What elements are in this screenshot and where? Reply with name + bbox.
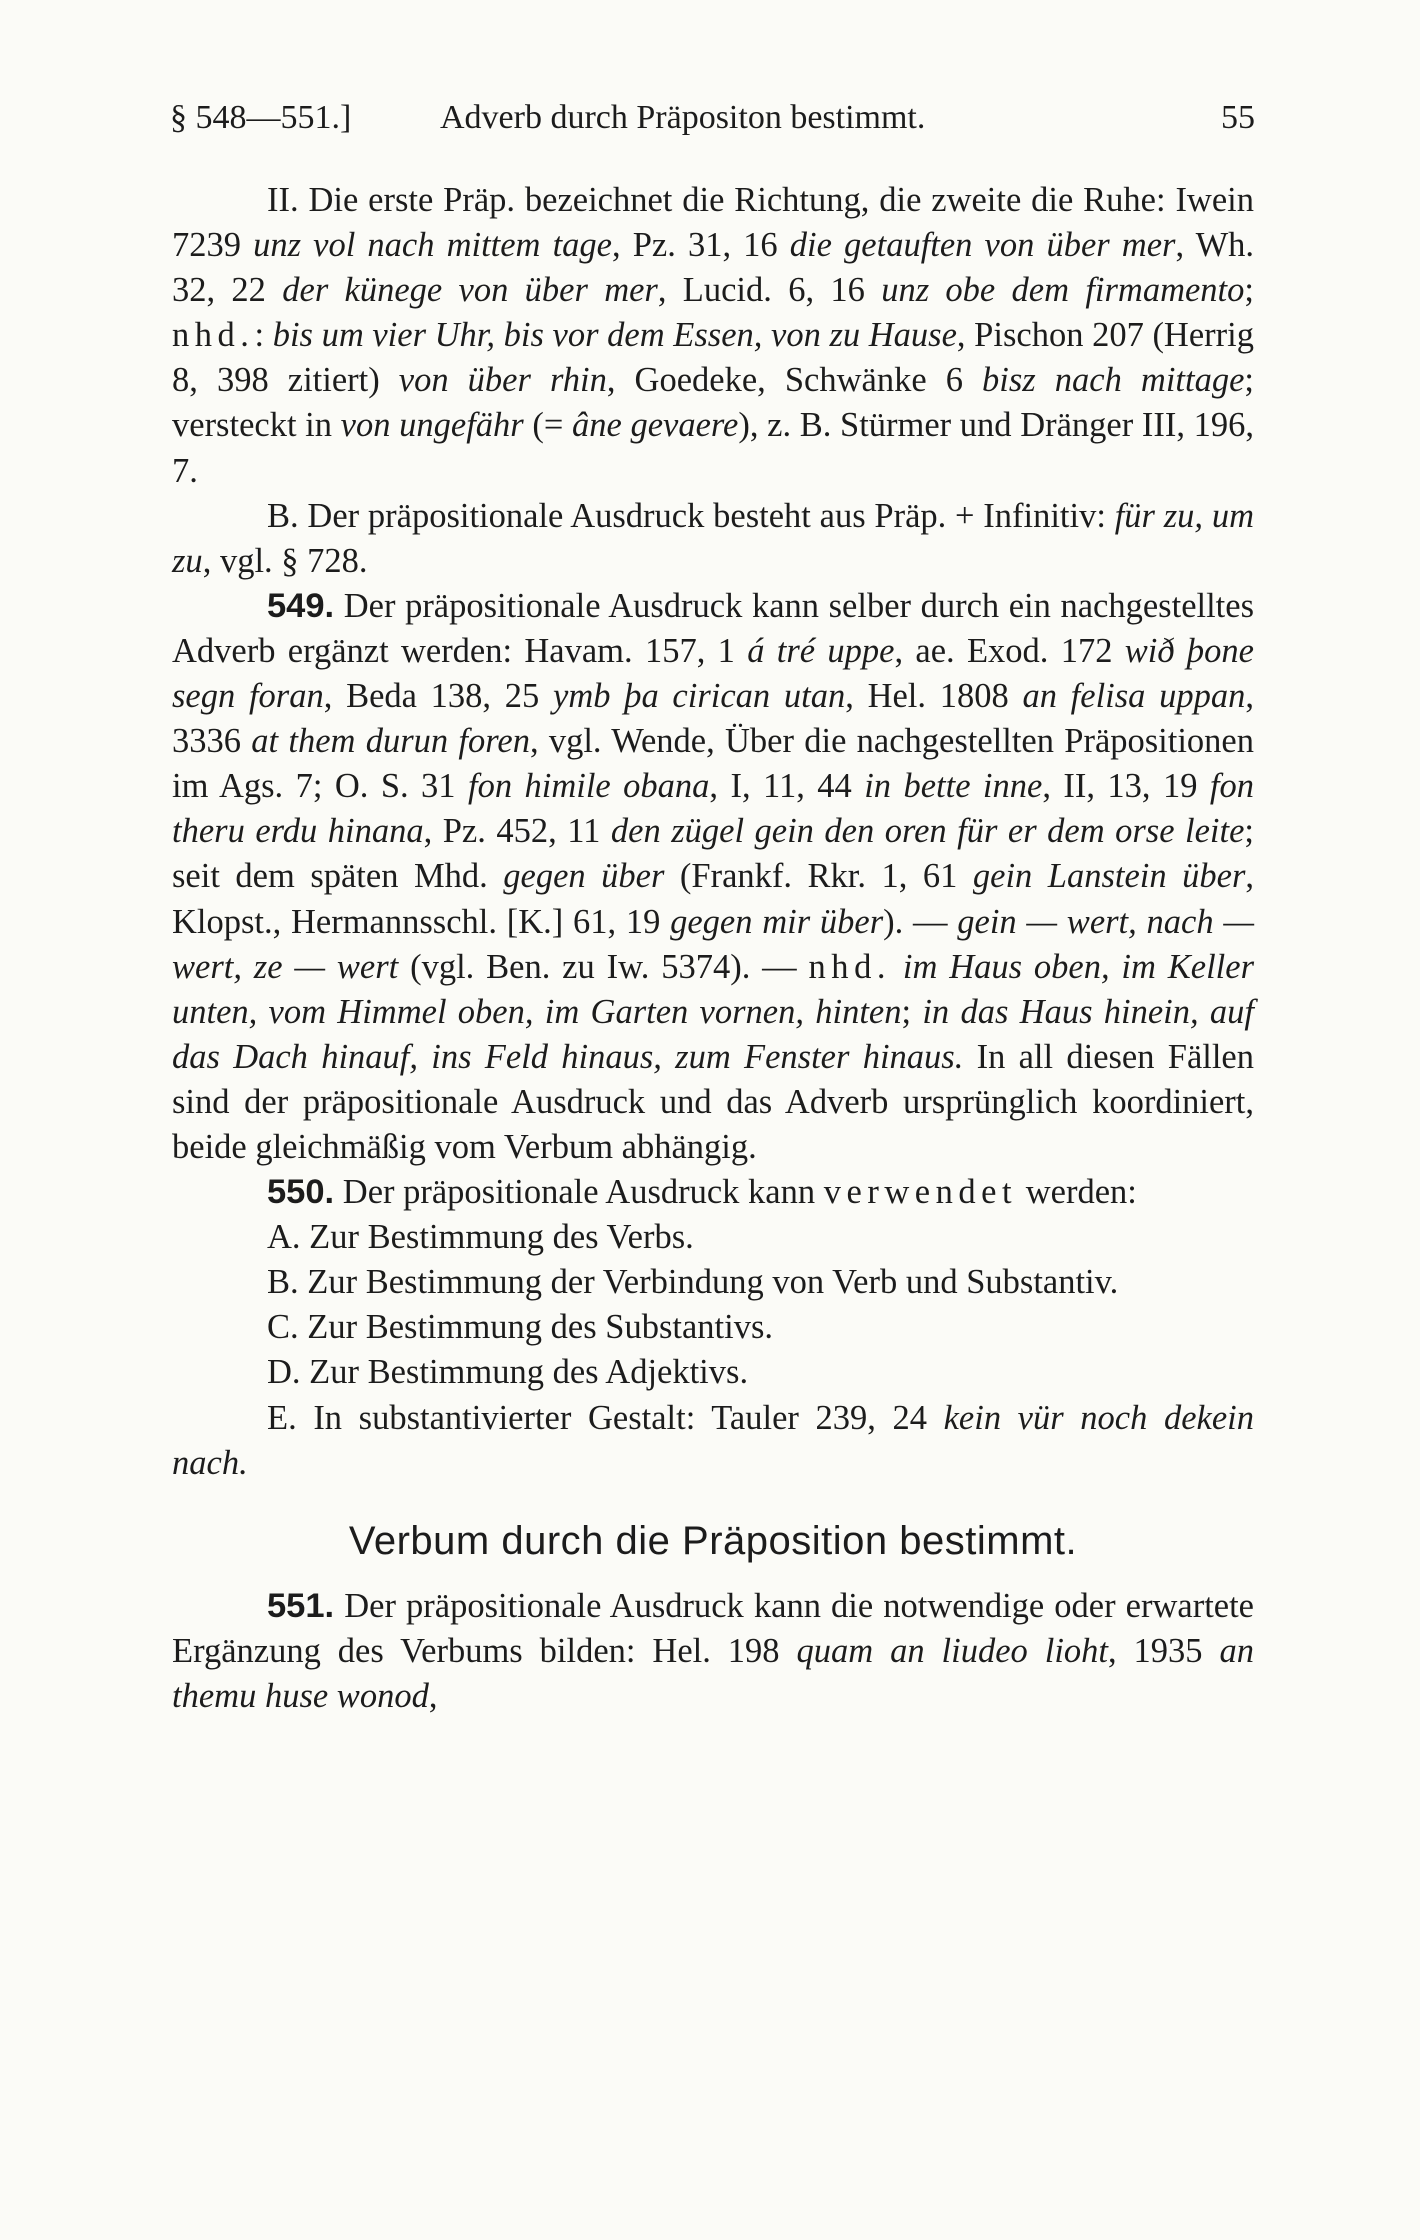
- list-item-c: C. Zur Bestimmung des Substantivs.: [267, 1308, 774, 1347]
- paragraph-548-b: B. Der präpositionale Ausdruck besteht aus Präp. + Infinitiv: für zu, um zu, vgl. § 728.: [172, 496, 1254, 580]
- section-number-549: 549.: [267, 586, 335, 625]
- list-item-e: E. In substantivierter Gestalt: Tauler 239, 24 kein vür noch dekein nach.: [172, 1398, 1254, 1482]
- paragraph-551: 551. Der präpositionale Ausdruck kann die notwendige oder erwartete Ergänzung des Verbums bilden: Hel. 198 quam an liudeo lioht, 1935 an themu huse wonod,: [172, 1586, 1254, 1715]
- list-item-d: D. Zur Bestimmung des Adjektivs.: [267, 1353, 749, 1392]
- running-title: Adverb durch Präpositon bestimmt.: [440, 99, 926, 136]
- section-heading: Verbum durch die Präposition bestimmt.: [348, 1518, 1078, 1563]
- section-number-550: 550.: [267, 1173, 335, 1212]
- page-number: 55: [1221, 99, 1255, 136]
- paragraph-549: 549. Der präpositionale Ausdruck kann selber durch ein nachgestelltes Adverb ergänzt werden: Havam. 157, 1 á tré uppe, ae. Exod. 172 wið þone segn foran, Beda 138, 25 ymb þa cirican utan, Hel. 1808 an felisa uppan, 3336 at them durun foren, vgl. Wende, Über die nachgestellten Präpositionen im Ags. 7; O. S. 31 fon himile obana, I, 11, 44 in bette inne, II, 13, 19 fon theru erdu hinana, Pz. 452, 11 den zügel gein den oren für er dem orse leite; seit dem späten Mhd. gegen über (Frankf. Rkr. 1, 61 gein Lanstein über, Klopst., Hermannsschl. [K.] 61, 19 gegen mir über). — gein — wert, nach — wert, ze — wert (vgl. Ben. zu Iw. 5374). — nhd. im Haus oben, im Keller unten, vom Himmel oben, im Garten vornen, hinten; in das Haus hinein, auf das Dach hinauf, ins Feld hinaus, zum Fenster hinaus. In all diesen Fällen sind der präpositionale Ausdruck und das Adverb ursprünglich koordiniert, beide gleichmäßig vom Verbum abhängig.: [172, 586, 1255, 1166]
- list-item-a: A. Zur Bestimmung des Verbs.: [267, 1218, 694, 1257]
- list-item-b: B. Zur Bestimmung der Verbindung von Verb und Substantiv.: [267, 1263, 1119, 1302]
- paragraph-550: 550. Der präpositionale Ausdruck kann verwendet werden:: [267, 1173, 1137, 1212]
- section-range: § 548—551.]: [170, 99, 352, 136]
- section-number-551: 551.: [267, 1586, 335, 1625]
- paragraph-548-ii: II. Die erste Präp. bezeichnet die Richtung, die zweite die Ruhe: Iwein 7239 unz vol nach mittem tage, Pz. 31, 16 die getauften von über mer, Wh. 32, 22 der künege von über mer, Lucid. 6, 16 unz obe dem firmamento; nhd.: bis um vier Uhr, bis vor dem Essen, von zu Hause, Pischon 207 (Herrig 8, 398 zitiert) von über rhin, Goedeke, Schwänke 6 bisz nach mittage; versteckt in von ungefähr (= âne gevaere), z. B. Stürmer und Dränger III, 196, 7.: [172, 181, 1255, 490]
- page-body: [172, 178, 1254, 1719]
